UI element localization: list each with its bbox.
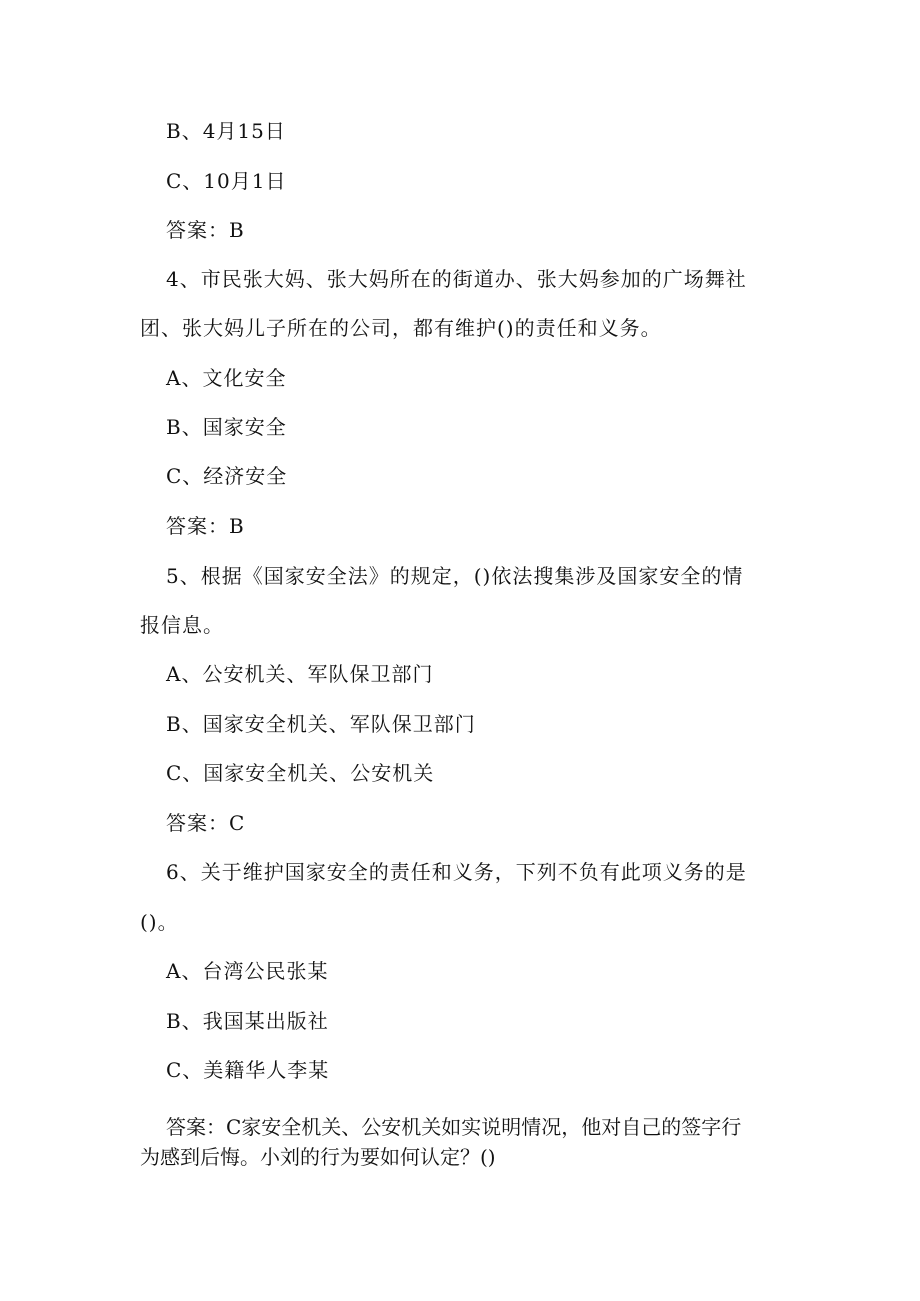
q4-option-b: B、国家安全 [166, 415, 287, 439]
q5-answer: 答案：C [166, 811, 246, 835]
q4-question-line1: 4、市民张大妈、张大妈所在的街道办、张大妈参加的广场舞社 [166, 267, 747, 291]
q3-answer: 答案：B [166, 218, 245, 242]
q4-option-a: A、文化安全 [166, 366, 287, 390]
q6-option-b: B、我国某出版社 [166, 1009, 329, 1033]
q5-option-b: B、国家安全机关、军队保卫部门 [166, 712, 476, 736]
q5-question-line1: 5、根据《国家安全法》的规定，()依法搜集涉及国家安全的情 [166, 564, 744, 588]
q4-option-c: C、经济安全 [166, 464, 288, 488]
q6-option-c: C、美籍华人李某 [166, 1058, 330, 1082]
q6-answer-line2: 为感到后悔。小刘的行为要如何认定？() [140, 1145, 496, 1169]
q4-answer: 答案：B [166, 514, 245, 538]
q5-option-a: A、公安机关、军队保卫部门 [166, 662, 434, 686]
q6-answer-line1: 答案：C家安全机关、公安机关如实说明情况，他对自己的签字行 [166, 1115, 742, 1139]
q4-question-line2: 团、张大妈儿子所在的公司，都有维护()的责任和义务。 [140, 316, 662, 340]
q5-question-line2: 报信息。 [140, 613, 224, 637]
q3-option-c: C、10月1日 [166, 169, 287, 193]
q3-option-b: B、4月15日 [166, 119, 286, 143]
q6-question-line2: ()。 [140, 910, 179, 934]
q6-option-a: A、台湾公民张某 [166, 959, 329, 983]
q5-option-c: C、国家安全机关、公安机关 [166, 761, 435, 785]
q6-question-line1: 6、关于维护国家安全的责任和义务，下列不负有此项义务的是 [166, 860, 747, 884]
